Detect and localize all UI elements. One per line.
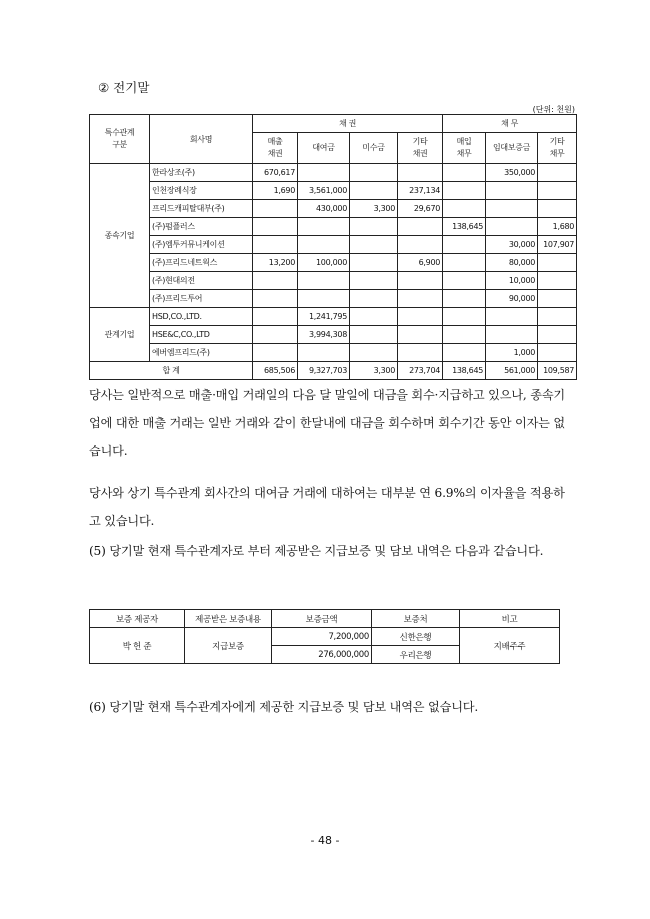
company-name: 한라상조(주) — [150, 164, 253, 182]
group-name: 종속기업 — [90, 164, 150, 308]
value-purchase — [443, 344, 486, 362]
value-loans: 3,561,000 — [298, 182, 350, 200]
value-other-rec — [398, 326, 443, 344]
guarantee-header: 보증 제공자 — [90, 610, 185, 628]
value-other-rec: 6,900 — [398, 254, 443, 272]
header-purchase-payable: 매입 채무 — [443, 133, 486, 164]
guarantee-header: 보증금액 — [272, 610, 372, 628]
value-other-pay: 107,907 — [538, 236, 577, 254]
value-purchase — [443, 308, 486, 326]
paragraph-guarantees-received: (5) 당기말 현재 특수관계자로 부터 제공받은 지급보증 및 담보 내역은 다음과 같습니다. — [89, 544, 544, 558]
company-name: (주)엠투커뮤니케이션 — [150, 236, 253, 254]
value-accrued — [350, 218, 398, 236]
value-deposit — [486, 200, 538, 218]
value-other-rec — [398, 344, 443, 362]
company-name: (주)현대의전 — [150, 272, 253, 290]
page-number: - 48 - — [310, 834, 340, 847]
value-other-pay — [538, 326, 577, 344]
value-other-pay — [538, 164, 577, 182]
value-other-pay — [538, 200, 577, 218]
paragraph-interest-rate: 당사와 상기 특수관계 회사간의 대여금 거래에 대하여는 대부분 연 6.9%의 이자율을 적용하고 있습니다. — [89, 486, 565, 528]
table-row — [90, 164, 577, 182]
guarantee-bank: 신한은행 — [372, 628, 460, 646]
value-loans — [298, 344, 350, 362]
value-loans: 100,000 — [298, 254, 350, 272]
value-loans: 430,000 — [298, 200, 350, 218]
value-purchase — [443, 164, 486, 182]
value-sales — [253, 236, 298, 254]
total-other-rec: 273,704 — [398, 362, 443, 380]
related-party-table — [89, 114, 577, 380]
value-other-rec: 29,670 — [398, 200, 443, 218]
company-name: 에버엠프리드(주) — [150, 344, 253, 362]
guarantee-table — [89, 609, 560, 664]
paragraph-guarantees-provided: (6) 당기말 현재 특수관계자에게 제공한 지급보증 및 담보 내역은 없습니다. — [89, 700, 479, 714]
group-name: 관계기업 — [90, 308, 150, 362]
value-loans — [298, 290, 350, 308]
total-purchase: 138,645 — [443, 362, 486, 380]
table-row — [90, 272, 577, 290]
value-other-rec: 237,134 — [398, 182, 443, 200]
header-company: 회사명 — [150, 115, 253, 164]
total-row — [90, 362, 577, 380]
paragraph-payment-terms: 당사는 일반적으로 매출·매입 거래일의 다음 달 말일에 대금을 회수·지급하고 있으나, 종속기업에 대한 매출 거래는 일반 거래와 같이 한달내에 대금을 회수하며 회수기간 동안 이자는 없습니다. — [89, 388, 565, 458]
value-deposit — [486, 218, 538, 236]
total-other-pay: 109,587 — [538, 362, 577, 380]
header-accrued-income: 미수금 — [350, 133, 398, 164]
value-other-pay — [538, 254, 577, 272]
value-accrued — [350, 182, 398, 200]
table-row — [90, 200, 577, 218]
value-sales — [253, 344, 298, 362]
company-name: HSE&C,CO.,LTD — [150, 326, 253, 344]
value-other-rec — [398, 290, 443, 308]
header-category: 특수관계 구분 — [90, 115, 150, 164]
value-sales — [253, 326, 298, 344]
unit-label: (단위: 천원) — [532, 105, 575, 114]
guarantee-header: 보증처 — [372, 610, 460, 628]
header-sales-receivable: 매출 채권 — [253, 133, 298, 164]
value-sales — [253, 308, 298, 326]
header-other-receivable: 기타 채권 — [398, 133, 443, 164]
total-sales: 685,506 — [253, 362, 298, 380]
company-name: (주)펌플러스 — [150, 218, 253, 236]
value-other-pay — [538, 344, 577, 362]
value-deposit: 350,000 — [486, 164, 538, 182]
value-sales: 1,690 — [253, 182, 298, 200]
total-label: 합 계 — [90, 362, 253, 380]
table-row — [90, 236, 577, 254]
section-title: ② 전기말 — [98, 80, 150, 95]
value-purchase — [443, 182, 486, 200]
guarantee-content: 지급보증 — [185, 628, 272, 664]
value-purchase: 138,645 — [443, 218, 486, 236]
value-deposit: 90,000 — [486, 290, 538, 308]
value-other-pay — [538, 182, 577, 200]
table-row — [90, 290, 577, 308]
total-accrued: 3,300 — [350, 362, 398, 380]
value-accrued — [350, 164, 398, 182]
guarantee-header: 제공받은 보증내용 — [185, 610, 272, 628]
header-lease-deposit: 임대보증금 — [486, 133, 538, 164]
guarantee-header: 비고 — [460, 610, 560, 628]
company-name: (주)프리드투어 — [150, 290, 253, 308]
value-sales — [253, 218, 298, 236]
value-deposit — [486, 182, 538, 200]
table-row — [90, 254, 577, 272]
total-deposit: 561,000 — [486, 362, 538, 380]
value-purchase — [443, 200, 486, 218]
value-accrued — [350, 326, 398, 344]
value-purchase — [443, 254, 486, 272]
value-deposit: 10,000 — [486, 272, 538, 290]
value-loans — [298, 164, 350, 182]
value-sales: 670,617 — [253, 164, 298, 182]
value-accrued — [350, 308, 398, 326]
header-row — [90, 115, 577, 133]
guarantee-note: 지배주주 — [460, 628, 560, 664]
company-name: 인천장례식장 — [150, 182, 253, 200]
value-purchase — [443, 272, 486, 290]
table-row — [90, 218, 577, 236]
value-other-pay — [538, 290, 577, 308]
value-accrued — [350, 290, 398, 308]
guarantee-bank: 우리은행 — [372, 646, 460, 664]
value-sales: 13,200 — [253, 254, 298, 272]
value-sales — [253, 290, 298, 308]
value-deposit — [486, 308, 538, 326]
value-loans — [298, 218, 350, 236]
header-payables: 채 무 — [443, 115, 577, 133]
value-other-pay — [538, 308, 577, 326]
value-purchase — [443, 236, 486, 254]
value-other-rec — [398, 308, 443, 326]
value-accrued — [350, 254, 398, 272]
table-row — [90, 308, 577, 326]
value-other-pay — [538, 272, 577, 290]
header-other-payable: 기타 채무 — [538, 133, 577, 164]
header-receivables: 채 권 — [253, 115, 443, 133]
value-sales — [253, 200, 298, 218]
value-other-rec — [398, 272, 443, 290]
total-loans: 9,327,703 — [298, 362, 350, 380]
header-loans: 대여금 — [298, 133, 350, 164]
value-purchase — [443, 290, 486, 308]
guarantee-amount: 7,200,000 — [272, 628, 372, 646]
company-name: 프리드캐피탈대부(주) — [150, 200, 253, 218]
company-name: HSD,CO.,LTD. — [150, 308, 253, 326]
value-sales — [253, 272, 298, 290]
value-loans: 1,241,795 — [298, 308, 350, 326]
value-accrued — [350, 344, 398, 362]
value-accrued: 3,300 — [350, 200, 398, 218]
value-loans — [298, 236, 350, 254]
value-other-pay: 1,680 — [538, 218, 577, 236]
company-name: (주)프리드네트웍스 — [150, 254, 253, 272]
value-other-rec — [398, 164, 443, 182]
table-row — [90, 182, 577, 200]
value-accrued — [350, 272, 398, 290]
guarantee-provider: 박 헌 준 — [90, 628, 185, 664]
value-other-rec — [398, 218, 443, 236]
value-deposit — [486, 326, 538, 344]
value-deposit: 30,000 — [486, 236, 538, 254]
guarantee-amount: 276,000,000 — [272, 646, 372, 664]
value-other-rec — [398, 236, 443, 254]
value-loans: 3,994,308 — [298, 326, 350, 344]
value-purchase — [443, 326, 486, 344]
table-row — [90, 628, 560, 646]
table-row — [90, 344, 577, 362]
value-accrued — [350, 236, 398, 254]
value-deposit: 1,000 — [486, 344, 538, 362]
value-deposit: 80,000 — [486, 254, 538, 272]
table-row — [90, 326, 577, 344]
header-row — [90, 610, 560, 628]
value-loans — [298, 272, 350, 290]
